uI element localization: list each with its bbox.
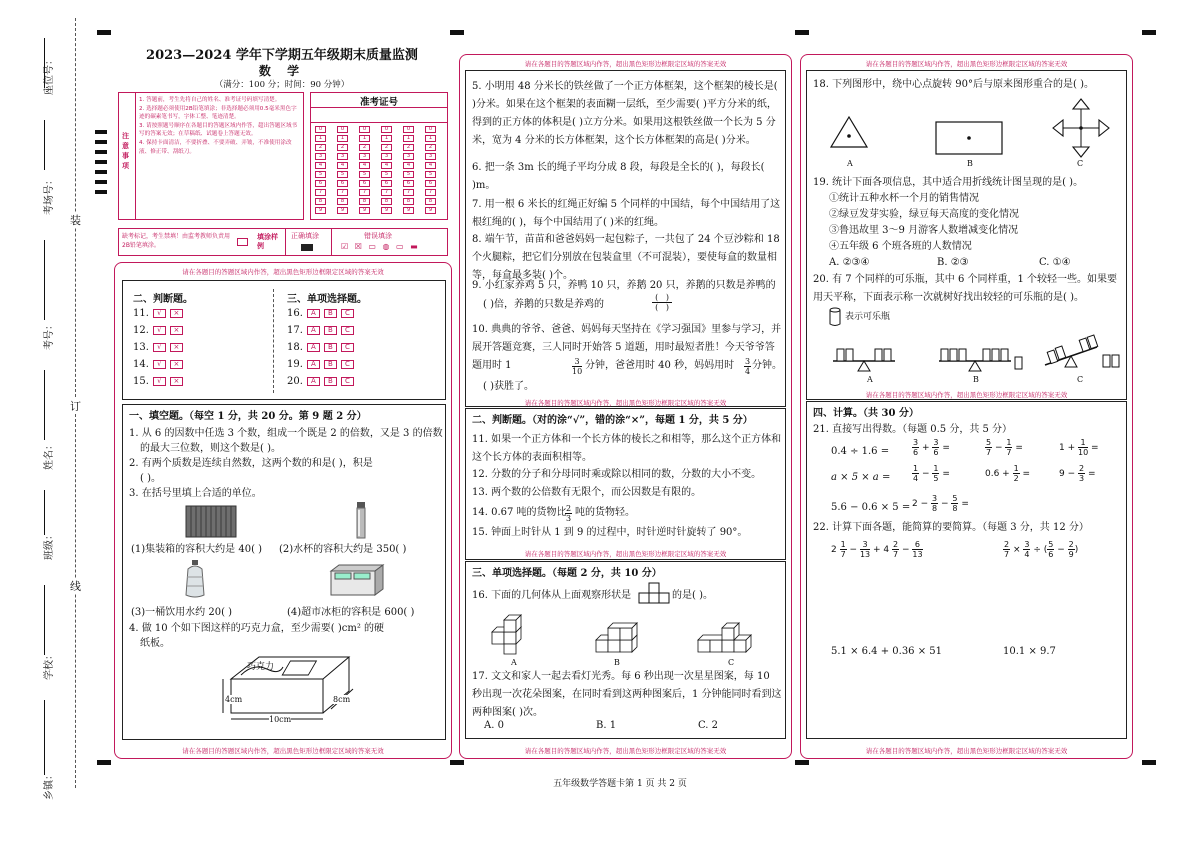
fill-q9-line1: 9. 小红家养鸡 5 只，养鸭 10 只，养鹅 20 只，养鹅的只数是养鸭的 [472, 280, 776, 291]
q16-label-b: B [614, 658, 620, 667]
calc-block [806, 401, 1127, 739]
q19-item-3: ③鲁迅故里 3～9 月游客人数增减变化情况 [829, 225, 1019, 236]
q22-expr-c: 5.1 × 6.4 + 0.36 × 51 [831, 646, 943, 657]
admission-digit-bubble[interactable]: 6 [315, 180, 326, 187]
q20-label-b: B [973, 375, 979, 384]
admission-digit-bubble[interactable]: 2 [403, 144, 414, 151]
fill-q10-line1: 10. 典典的爷爷、爸爸、妈妈每天坚持在《学习强国》里参与学习，并展开答题竞赛，三人同时开始答 5 道题，用时最短者胜！今天爷爷答题用时 1 [472, 324, 782, 371]
fill-q4-line1: 4. 做 10 个如下图这样的巧克力盒，至少需要( )cm² 的硬 [129, 623, 385, 634]
admission-digit-bubble[interactable]: 9 [425, 207, 436, 214]
q16-label-c: C [728, 658, 735, 667]
notice-box [118, 92, 304, 220]
chocolate-box-diagram [223, 653, 363, 733]
admission-digit-bubble[interactable]: 0 [315, 126, 326, 133]
admission-digit-bubble[interactable]: 2 [425, 144, 436, 151]
subject-title: 数 学 [258, 64, 306, 78]
admission-digit-bubble[interactable]: 0 [381, 126, 392, 133]
col2-mid-warning-1: 请在各题目的答题区域内作答，超出黑色矩形边框限定区域的答案无效 [524, 399, 727, 407]
correct-fill-label: 正确填涂 [291, 232, 319, 240]
fill-q3-2: (2)水杯的容积大约是 350( ) [279, 544, 407, 555]
left-margin [0, 0, 110, 849]
choice-answer-number: 20. [287, 376, 303, 387]
admission-digit-bubble[interactable]: 1 [403, 135, 414, 142]
wrong-fill-label: 错误填涂 [364, 232, 392, 240]
admission-digit-bubble[interactable]: 4 [359, 162, 370, 169]
q20-label-c: C [1077, 375, 1084, 384]
water-cup-image [355, 501, 367, 539]
judge-answer-number: 12. [133, 325, 149, 336]
admission-digit-bubble[interactable]: 6 [381, 180, 392, 187]
option-b-bubble[interactable]: B [324, 309, 337, 318]
q9-blank-fraction: ( ) ( ) [652, 293, 672, 312]
admission-digit-bubble[interactable]: 2 [381, 144, 392, 151]
col3-top-warning: 请在各题目的答题区域内作答，超出黑色矩形边框限定区域的答案无效 [865, 60, 1068, 68]
admission-digit-bubble[interactable]: 9 [381, 207, 392, 214]
town-label: 乡镇： [44, 770, 55, 800]
choice-q16-part2: 的是( )。 [672, 590, 713, 601]
notice-item-1: 1. 答题前，考生先将自己的姓名、准考证号码填写清楚。 [139, 97, 281, 103]
q10-mom-fraction: $\frac{3}{4}$ [745, 357, 751, 376]
box-dim-width: 8cm [333, 695, 351, 704]
fill-title: 一、填空题。（每空 1 分，共 20 分。第 9 题 2 分） [129, 411, 367, 422]
admission-digit-bubble[interactable]: 0 [425, 126, 436, 133]
admission-digit-bubble[interactable]: 4 [337, 162, 348, 169]
judge-answer-row [133, 325, 183, 336]
col3-mid-warning: 请在各题目的答题区域内作答，超出黑色矩形边框限定区域的答案无效 [865, 391, 1068, 399]
admission-digit-bubble[interactable]: 1 [315, 135, 326, 142]
notice-item-4: 4. 保持卡面清洁，不要折叠、不要弄破、弄皱，不准使用涂改液、修正带、刮纸刀。 [139, 139, 292, 155]
class-label: 班级： [44, 530, 55, 560]
admission-digit-bubble[interactable]: 5 [315, 171, 326, 178]
judge-answer-title: 二、判断题。 [133, 294, 193, 305]
calc-item-5: a × 5 × a = [831, 472, 891, 483]
admission-label: 准考证号 [359, 97, 398, 108]
q20-balance-a [829, 341, 899, 373]
calc-title: 四、计算。（共 30 分） [813, 408, 919, 419]
admission-digit-bubble[interactable]: 7 [425, 189, 436, 196]
name-label: 姓名： [44, 440, 55, 470]
option-a-bubble[interactable]: A [307, 377, 320, 386]
admission-digit-bubble[interactable]: 2 [315, 144, 326, 151]
fill-q3-1: (1)集装箱的容积大约是 40( ) [131, 544, 263, 555]
admission-digit-bubble[interactable]: 3 [381, 153, 392, 160]
judge-title: 二、判断题。（对的涂“√”，错的涂“×”，每题 1 分，共 5 分） [472, 415, 753, 426]
check-bubble[interactable]: √ [153, 343, 166, 352]
calc-item-1: 0.4 ÷ 1.6 = [831, 446, 890, 457]
fill-continued-block [465, 70, 786, 407]
q19-option-a: A. ②③④ [829, 257, 870, 268]
fill-sample-label: 填涂样例 [257, 233, 278, 250]
admission-digit-bubble[interactable]: 5 [403, 171, 414, 178]
calc-item-10: 2 − $\frac{3}{8}$ − $\frac{5}{8}$ = [912, 494, 969, 513]
option-b-bubble[interactable]: B [324, 343, 337, 352]
choice-answer-title: 三、单项选择题。 [287, 294, 367, 305]
q18-label-b: B [967, 159, 973, 168]
choice-answer-number: 19. [287, 359, 303, 370]
judge-answer-number: 13. [133, 342, 149, 353]
option-a-bubble[interactable]: A [307, 326, 320, 335]
admission-digit-bubble[interactable]: 9 [403, 207, 414, 214]
option-c-bubble[interactable]: C [341, 309, 354, 318]
cross-bubble[interactable]: × [170, 326, 183, 335]
admission-digit-bubble[interactable]: 3 [337, 153, 348, 160]
admission-digit-bubble[interactable]: 8 [359, 198, 370, 205]
judge-q15: 15. 钟面上时针从 1 到 9 的过程中，时针逆时针旋转了 90°。 [472, 527, 748, 538]
cola-bottle-icon [829, 307, 841, 327]
choice-answer-number: 16. [287, 308, 303, 319]
calc-q22: 22. 计算下面各题，能简算的要简算。（每题 3 分，共 12 分） [813, 522, 1089, 533]
choice-answer-row [287, 325, 354, 336]
admission-digit-bubble[interactable]: 2 [359, 144, 370, 151]
binding-xian: 线 [70, 580, 81, 593]
admission-digit-bubble[interactable]: 8 [381, 198, 392, 205]
choice-continued-block [806, 70, 1127, 400]
admission-digit-bubble[interactable]: 5 [381, 171, 392, 178]
water-bucket-image [183, 559, 207, 599]
exam-no-label: 考号： [44, 320, 55, 350]
calc-item-9: 5.6 − 0.6 × 5 = [831, 502, 911, 513]
admission-digit-bubble[interactable]: 7 [315, 189, 326, 196]
check-bubble[interactable]: √ [153, 326, 166, 335]
admission-digit-bubble[interactable]: 1 [425, 135, 436, 142]
choice-answer-row [287, 376, 354, 387]
absent-text: 缺考标记，考生禁填！由监考教师负责用2B铅笔填涂。 [122, 233, 231, 249]
fill-q3-3: (3)一桶饮用水约 20( ) [131, 607, 233, 618]
q19-option-c: C. ①④ [1039, 257, 1071, 268]
admission-digit-bubble[interactable]: 9 [359, 207, 370, 214]
fill-q7: 7. 用一根 6 米长的红绳正好编 5 个同样的中国结，每个中国结用了这根红绳的( )，每个中国结用了( )米的红绳。 [472, 199, 781, 228]
admission-digit-bubble[interactable]: 5 [425, 171, 436, 178]
judge-q14-part2: 吨的货物轻。 [575, 507, 635, 518]
admission-digit-bubble[interactable]: 7 [403, 189, 414, 196]
seat-label: 座位号： [44, 55, 55, 95]
wrong-fill-samples: ☑ ☒ ▭ ◍ ▭ ▬ [341, 242, 420, 251]
choice-answer-row [287, 342, 354, 353]
choice-q18: 18. 下列图形中，绕中心点旋转 90°后与原来图形重合的是( )。 [813, 79, 1094, 90]
choice-q17: 17. 文文和家人一起去看灯光秀。每 6 秒出现一次星星图案，每 10 秒出现一次花朵图案，在同时看到这两种图案后，1 分钟能同时看到这两种图案( )次。 [472, 671, 782, 718]
choice-block [465, 561, 786, 739]
judge-q13: 13. 两个数的公倍数有无限个，而公因数是有限的。 [472, 487, 702, 498]
absent-bubble[interactable] [237, 238, 248, 246]
choice-answer-number: 17. [287, 325, 303, 336]
calc-item-4: 1 + $\frac{1}{10}$ = [1059, 438, 1099, 457]
fill-q10-line4: ( )获胜了。 [483, 381, 534, 392]
q20-balance-b [935, 341, 1025, 373]
q19-option-b: B. ②③ [937, 257, 969, 268]
col3-bottom-warning: 请在各题目的答题区域内作答，超出黑色矩形边框限定区域的答案无效 [865, 747, 1068, 755]
answer-sheet-block [122, 280, 446, 400]
admission-digit-bubble[interactable]: 7 [359, 189, 370, 196]
admission-digit-bubble[interactable]: 4 [315, 162, 326, 169]
q16-label-a: A [511, 658, 517, 667]
box-label: 巧克力 [247, 662, 275, 672]
q18-label-c: C [1077, 159, 1084, 168]
judge-answer-row [133, 308, 183, 319]
fill-q5: 5. 小明用 48 分米长的铁丝做了一个正方体框架，这个框架的棱长是( )分米。如果在这个框架的表面糊一层纸，至少需要( )平方分米的纸，得到的正方体的体积是( )立方分米。如果用这根铁丝做一个长为 5 分米，宽为 4 分米的长方体框架，这个长方体框架的高是( )分米。 [472, 81, 778, 146]
judge-q11: 11. 如果一个正方体和一个长方体的棱长之和相等，那么这个正方体和这个长方体的表面积相等。 [472, 434, 782, 463]
fill-q10-line3: 分钟。 [752, 360, 782, 371]
fill-q6: 6. 把一条 3m 长的绳子平均分成 8 段，每段是全长的( )，每段长( )m。 [472, 162, 765, 191]
option-c-bubble[interactable]: C [341, 377, 354, 386]
admission-digit-bubble[interactable]: 0 [403, 126, 414, 133]
admission-digit-bubble[interactable]: 0 [359, 126, 370, 133]
fill-q9-line2: ( )倍，养鹅的只数是养鸡的 [483, 299, 604, 310]
option-c-bubble[interactable]: C [341, 326, 354, 335]
check-bubble[interactable]: √ [153, 377, 166, 386]
notice-item-3: 3. 请按照题号顺序在各题目的答题区域内作答，超出答题区域书写的答案无效；在草稿纸、试题卷上答题无效。 [139, 122, 298, 138]
q20-balance-c [1041, 333, 1121, 373]
judge-answer-row [133, 342, 183, 353]
q19-item-1: ①统计五种水杯一个月的销售情况 [829, 193, 979, 204]
q16-option-a-cubes [490, 612, 538, 656]
q16-option-c-cubes [696, 618, 762, 656]
admission-digit-bubble[interactable]: 2 [337, 144, 348, 151]
q22-expr-d: 10.1 × 9.7 [1003, 646, 1056, 657]
school-label: 学校： [44, 650, 55, 680]
admission-box [310, 92, 448, 220]
admission-digit-bubble[interactable]: 3 [315, 153, 326, 160]
fill-q1-line1: 1. 从 6 的因数中任选 3 个数，组成一个既是 2 的倍数，又是 3 的倍数 [129, 428, 443, 439]
choice-title: 三、单项选择题。（每题 2 分，共 10 分） [472, 568, 662, 579]
choice-answer-number: 18. [287, 342, 303, 353]
fill-in-block [122, 404, 446, 740]
admission-digit-bubble[interactable]: 4 [403, 162, 414, 169]
check-bubble[interactable]: √ [153, 360, 166, 369]
q16-top-view-shape [638, 582, 670, 608]
exam-title: 2023—2024 学年下学期五年级期末质量监测 [146, 48, 418, 63]
option-b-bubble[interactable]: B [324, 377, 337, 386]
fill-q3-4: (4)超市冰柜的容积是 600( ) [287, 607, 415, 618]
calc-item-3: $\frac{5}{7}$ − $\frac{1}{7}$ = [986, 438, 1023, 457]
calc-item-2: $\frac{3}{6}$ + $\frac{3}{6}$ = [913, 438, 950, 457]
col2-bottom-warning: 请在各题目的答题区域内作答，超出黑色矩形边框限定区域的答案无效 [524, 747, 727, 755]
notice-item-2: 2. 选择题必须使用2B铅笔填涂；非选择题必须用0.5毫米黑色字迹的碳素笔书写，字体工整、笔迹清楚。 [139, 105, 297, 121]
fill-q4-line2: 纸板。 [140, 638, 170, 649]
q19-item-4: ④五年级 6 个班各班的人数情况 [829, 241, 972, 252]
freezer-image [329, 563, 385, 597]
option-b-bubble[interactable]: B [324, 360, 337, 369]
admission-digit-bubble[interactable]: 8 [315, 198, 326, 205]
col1-bottom-warning: 请在各题目的答题区域内作答，超出黑色矩形边框限定区域的答案无效 [182, 747, 384, 755]
q17-option-a: A. 0 [484, 720, 504, 731]
admission-digit-bubble[interactable]: 6 [403, 180, 414, 187]
exam-meta: （满分：100 分；时间：90 分钟） [214, 80, 350, 90]
q20-label-a: A [867, 375, 873, 384]
admission-digit-bubble[interactable]: 4 [381, 162, 392, 169]
cross-bubble[interactable]: × [170, 360, 183, 369]
fill-q8: 8. 端午节，苗苗和爸爸妈妈一起包粽子，一共包了 24 个豆沙粽和 18 个火腿粽，把它们分别放在包装盒里（不可混装），要使每盒的数量相等，每盒最多装( )个。 [472, 234, 780, 281]
admission-digit-bubble[interactable]: 8 [337, 198, 348, 205]
fill-q3: 3. 在括号里填上合适的单位。 [129, 488, 262, 499]
admission-digit-bubble[interactable]: 7 [337, 189, 348, 196]
container-image [185, 503, 237, 539]
box-dim-height: 4cm [225, 695, 243, 704]
q14-fraction: $\frac{2}{3}$ [566, 504, 572, 523]
admission-digit-bubble[interactable]: 3 [359, 153, 370, 160]
choice-q19: 19. 统计下面各项信息，其中适合用折线统计图呈现的是( )。 [813, 177, 1084, 188]
option-c-bubble[interactable]: C [341, 360, 354, 369]
q18-rectangle-shape [935, 121, 1003, 155]
choice-q16-part1: 16. 下面的几何体从上面观察形状是 [472, 590, 632, 601]
judge-answer-number: 11. [133, 308, 149, 319]
calc-item-7: 0.6 + $\frac{1}{2}$ = [985, 464, 1031, 483]
notice-label: 注意事项 [122, 132, 129, 170]
q10-grandpa-fraction: $\frac{3}{10}$ [572, 357, 583, 376]
judge-q12: 12. 分数的分子和分母同时乘或除以相同的数，分数的大小不变。 [472, 469, 762, 480]
page-footer: 五年级数学答题卡第 1 页 共 2 页 [553, 779, 687, 789]
calc-q21: 21. 直接写出得数。（每题 0.5 分，共 5 分） [813, 424, 1013, 435]
q19-item-2: ②绿豆发芽实验，绿豆每天高度的变化情况 [829, 209, 1019, 220]
choice-answer-row [287, 359, 354, 370]
q18-triangle-shape [829, 115, 869, 149]
q16-option-b-cubes [594, 612, 644, 656]
fill-q2-line2: ( )。 [140, 473, 161, 484]
admission-bubble-grid[interactable] [315, 126, 445, 218]
check-bubble[interactable]: √ [153, 309, 166, 318]
option-a-bubble[interactable]: A [307, 343, 320, 352]
admission-digit-bubble[interactable]: 7 [381, 189, 392, 196]
option-b-bubble[interactable]: B [324, 326, 337, 335]
option-a-bubble[interactable]: A [307, 360, 320, 369]
fill-q1-line2: 的最大三位数，则这个数是( )。 [140, 443, 281, 454]
judge-block [465, 408, 786, 560]
col1-top-warning: 请在各题目的答题区域内作答，超出黑色矩形边框限定区域的答案无效 [182, 268, 384, 276]
room-label: 考场号： [44, 175, 55, 215]
correct-fill-sample [301, 244, 313, 251]
fill-q10-line2: 分钟，爸爸用时 40 秒，妈妈用时 [585, 360, 735, 371]
admission-digit-bubble[interactable]: 0 [337, 126, 348, 133]
q17-option-c: C. 2 [698, 720, 719, 731]
judge-q14-part1: 14. 0.67 吨的货物比 [472, 507, 567, 518]
admission-digit-bubble[interactable]: 3 [425, 153, 436, 160]
admission-digit-bubble[interactable]: 5 [337, 171, 348, 178]
judge-answer-row [133, 376, 183, 387]
admission-digit-bubble[interactable]: 8 [425, 198, 436, 205]
option-c-bubble[interactable]: C [341, 343, 354, 352]
admission-digit-bubble[interactable]: 3 [403, 153, 414, 160]
calc-item-8: 9 − $\frac{2}{3}$ = [1059, 464, 1096, 483]
cross-bubble[interactable]: × [170, 343, 183, 352]
choice-q20: 20. 有 7 个同样的可乐瓶，其中 6 个同样重，1 个较轻一些。如果要用天平称，下面表示称一次就树好找出较轻的可乐瓶的是( )。 [813, 274, 1118, 303]
admission-digit-bubble[interactable]: 6 [337, 180, 348, 187]
q18-arrow-cross-shape [1051, 97, 1111, 159]
binding-ding: 订 [70, 400, 81, 413]
admission-digit-bubble[interactable]: 9 [337, 207, 348, 214]
col2-top-warning: 请在各题目的答题区域内作答，超出黑色矩形边框限定区域的答案无效 [524, 60, 727, 68]
admission-digit-bubble[interactable]: 6 [359, 180, 370, 187]
option-a-bubble[interactable]: A [307, 309, 320, 318]
judge-answer-number: 14. [133, 359, 149, 370]
cross-bubble[interactable]: × [170, 377, 183, 386]
admission-digit-bubble[interactable]: 5 [359, 171, 370, 178]
choice-answer-row [287, 308, 354, 319]
q17-option-b: B. 1 [596, 720, 617, 731]
judge-answer-number: 15. [133, 376, 149, 387]
q22-expr-b: $\frac{2}{7}$ × $\frac{3}{4}$ ÷ ( $\frac{5}{6}$ − $\frac{2}{9}$ ) [1004, 540, 1079, 559]
judge-answer-row [133, 359, 183, 370]
col2-mid-warning-2: 请在各题目的答题区域内作答，超出黑色矩形边框限定区域的答案无效 [524, 550, 727, 558]
q22-expr-a: 2 $\frac{1}{7}$ − $\frac{3}{13}$ + 4 $\frac{2}{7}$ − $\frac{6}{13}$ [831, 540, 923, 559]
absent-box [118, 228, 448, 256]
q20-legend: 表示可乐瓶 [845, 312, 891, 322]
admission-digit-bubble[interactable]: 4 [425, 162, 436, 169]
cross-bubble[interactable]: × [170, 309, 183, 318]
admission-digit-bubble[interactable]: 8 [403, 198, 414, 205]
fill-q2-line1: 2. 有两个质数是连续自然数，这两个数的和是( )，积是 [129, 458, 373, 469]
admission-digit-bubble[interactable]: 1 [359, 135, 370, 142]
binding-zhuang: 装 [70, 214, 81, 227]
admission-digit-bubble[interactable]: 9 [315, 207, 326, 214]
q18-label-a: A [847, 159, 853, 168]
calc-item-6: $\frac{1}{4}$ − $\frac{1}{5}$ = [913, 464, 950, 483]
admission-digit-bubble[interactable]: 1 [337, 135, 348, 142]
box-dim-length: 10cm [269, 715, 292, 724]
admission-digit-bubble[interactable]: 6 [425, 180, 436, 187]
admission-digit-bubble[interactable]: 1 [381, 135, 392, 142]
